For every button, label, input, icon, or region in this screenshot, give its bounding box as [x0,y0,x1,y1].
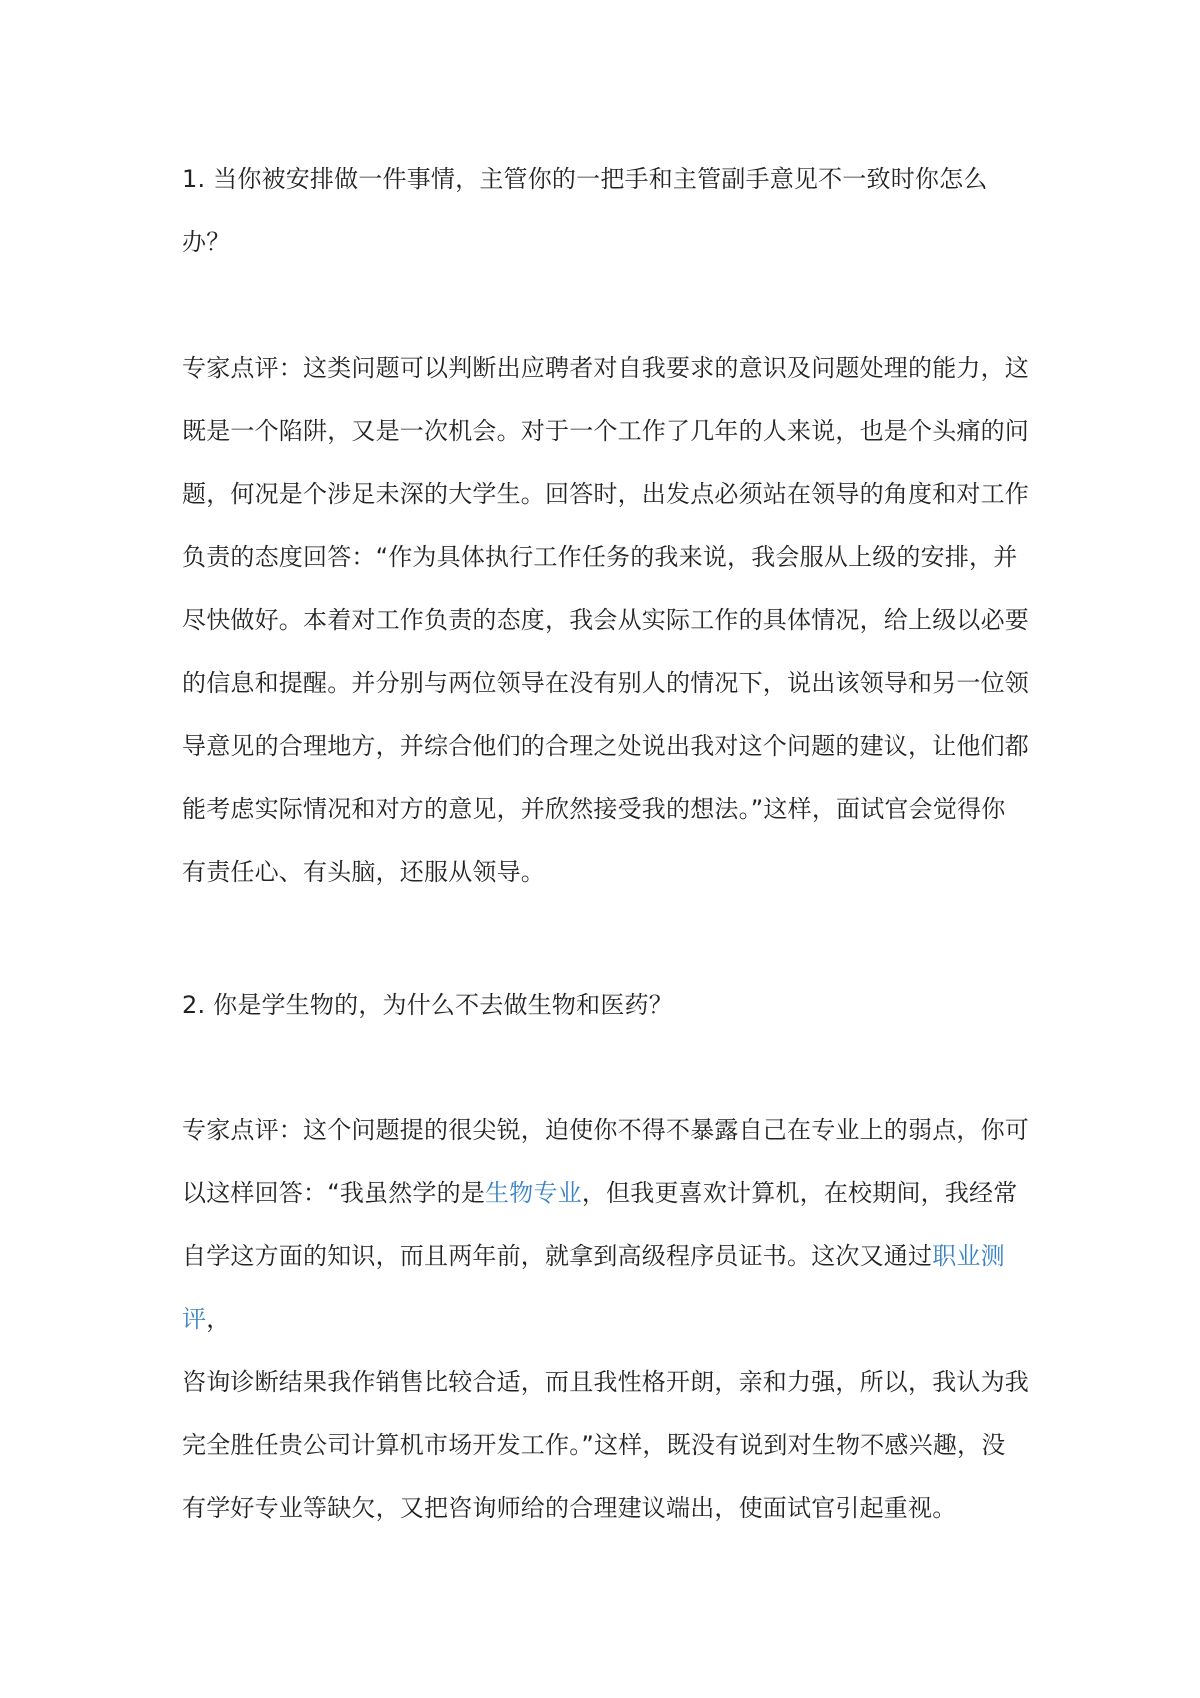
comment-2-text: ，但我更喜欢计算机，在校期间，我经常 [581,1179,1018,1207]
comment-2-text: 以这样回答：“我虽然学的是 [182,1179,486,1207]
question-2 [182,974,1032,1037]
question-1-line-2: 办？ [182,228,231,256]
expert-comment-2 [182,1099,1032,1540]
comment-2-line: 咨询诊断结果我作销售比较合适，而且我性格开朗，亲和力强，所以，我认为我 [182,1368,1029,1396]
comment-2-line: 完全胜任贵公司计算机市场开发工作。”这样，既没有说到对生物不感兴趣，没 [182,1431,1006,1459]
comment-1-line: 题，何况是个涉足未深的大学生。回答时，出发点必须站在领导的角度和对工作 [182,480,1029,508]
question-2-line-1: 2. 你是学生物的，为什么不去做生物和医药？ [182,991,673,1019]
comment-2-line [182,1225,1032,1351]
comment-2-line: 专家点评：这个问题提的很尖锐，迫使你不得不暴露自己在专业上的弱点，你可 [182,1116,1029,1144]
biology-major-link[interactable]: 生物专业 [485,1179,582,1207]
comment-1-line: 既是一个陷阱，又是一次机会。对于一个工作了几年的人来说，也是个头痛的问 [182,417,1029,445]
comment-1-line: 有责任心、有头脑，还服从领导。 [182,858,545,886]
comment-2-line [182,1162,1032,1225]
comment-2-text: 自学这方面的知识，而且两年前，就拿到高级程序员证书。这次又通过 [182,1242,933,1270]
comment-1-line: 负责的态度回答：“作为具体执行工作任务的我来说，我会服从上级的安排，并 [182,543,1018,571]
comment-1-line: 尽快做好。本着对工作负责的态度，我会从实际工作的具体情况，给上级以必要 [182,606,1029,634]
comment-2-line: 有学好专业等缺欠，又把咨询师给的合理建议端出，使面试官引起重视。 [182,1494,957,1522]
comment-2-text: ， [206,1305,231,1333]
question-1-line-1: 1. 当你被安排做一件事情，主管你的一把手和主管副手意见不一致时你怎么 [182,165,988,193]
comment-1-line: 导意见的合理地方，并综合他们的合理之处说出我对这个问题的建议，让他们都 [182,732,1029,760]
expert-comment-1 [182,337,1032,904]
comment-1-line: 能考虑实际情况和对方的意见，并欣然接受我的想法。”这样，面试官会觉得你 [182,795,1006,823]
career-assessment-link[interactable]: 职业测评 [182,1242,1005,1333]
comment-1-line: 专家点评：这类问题可以判断出应聘者对自我要求的意识及问题处理的能力，这 [182,354,1029,382]
comment-1-line: 的信息和提醒。并分别与两位领导在没有别人的情况下，说出该领导和另一位领 [182,669,1029,697]
question-1 [182,148,1032,274]
